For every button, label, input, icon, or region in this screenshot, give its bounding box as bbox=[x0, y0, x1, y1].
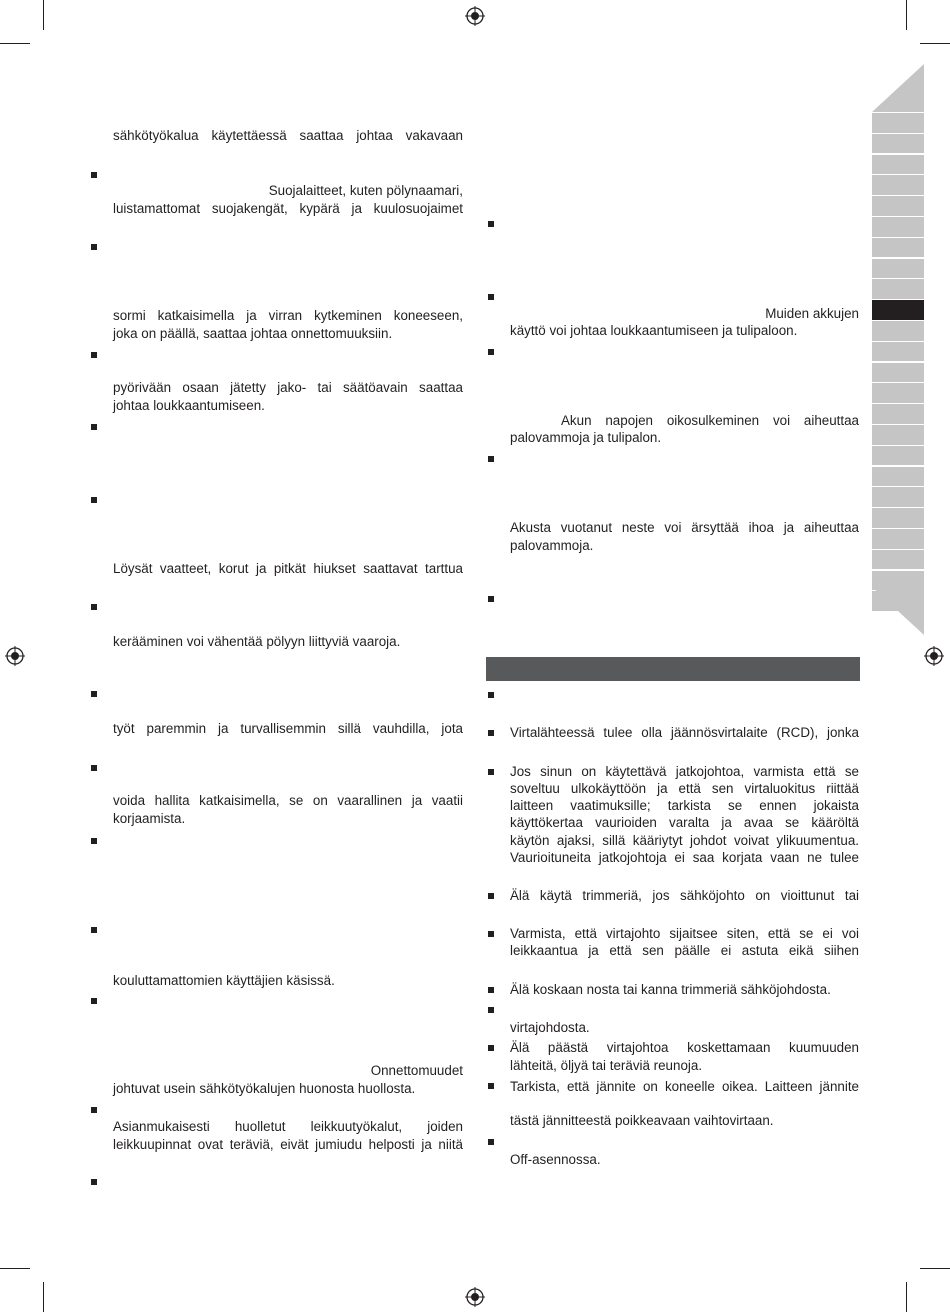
square-bullet-icon bbox=[488, 692, 494, 698]
thumb-tab bbox=[872, 404, 924, 424]
text-line: Akusta vuotanut neste voi ärsyttää ihoa ja aiheuttaa bbox=[510, 520, 859, 535]
text-line: leikkaantua ja että sen päälle ei astuta eikä siihen bbox=[510, 943, 859, 958]
thumb-tab bbox=[872, 487, 924, 507]
square-bullet-icon bbox=[91, 691, 97, 697]
text-line: käyttökertaa vaurioiden varalta ja avaa se kääröltä bbox=[510, 815, 859, 830]
text-line: johtuvat usein sähkötyökalujen huonosta huollosta. bbox=[113, 1081, 416, 1096]
thumb-tab bbox=[872, 321, 924, 341]
thumb-tab bbox=[872, 508, 924, 528]
thumb-tab bbox=[872, 467, 924, 487]
text-line: Virtalähteessä tulee olla jäännösvirtalaite (RCD), jonka bbox=[510, 725, 859, 740]
thumb-tab bbox=[872, 279, 924, 299]
thumb-tab bbox=[872, 113, 924, 133]
square-bullet-icon bbox=[488, 893, 494, 899]
thumb-tab bbox=[872, 425, 924, 445]
crop-mark bbox=[43, 0, 44, 30]
text-line: Vaurioituneita jatkojohtoja ei saa korjata vaan ne tulee bbox=[510, 850, 859, 865]
square-bullet-icon bbox=[488, 1045, 494, 1051]
thumb-tab bbox=[872, 259, 924, 279]
square-bullet-icon bbox=[488, 931, 494, 937]
text-line: tästä jännitteestä poikkeavaan vaihtovirtaan. bbox=[510, 1113, 774, 1128]
crop-mark bbox=[920, 1268, 950, 1269]
thumb-tab bbox=[872, 363, 924, 383]
square-bullet-icon bbox=[488, 294, 494, 300]
thumb-tab bbox=[872, 155, 924, 175]
tab-bevel-bottom bbox=[872, 587, 924, 635]
text-line: laitteen vaatimuksille; tarkista se ennen jokaista bbox=[510, 798, 859, 813]
text-line: Älä päästä virtajohtoa koskettamaan kuumuuden bbox=[510, 1040, 859, 1055]
square-bullet-icon bbox=[91, 1179, 97, 1185]
square-bullet-icon bbox=[91, 765, 97, 771]
square-bullet-icon bbox=[91, 998, 97, 1004]
text-line: työt paremmin ja turvallisemmin sillä vauhdilla, jota bbox=[113, 721, 463, 736]
text-line: Akun napojen oikosulkeminen voi aiheuttaa bbox=[561, 413, 859, 428]
text-line: Älä käytä trimmeriä, jos sähköjohto on vioittunut tai bbox=[510, 888, 859, 903]
registration-mark-icon bbox=[5, 646, 25, 666]
crop-mark bbox=[920, 43, 950, 44]
text-line: leikkuupinnat ovat teräviä, eivät jumiudu helposti ja niitä bbox=[113, 1137, 463, 1152]
text-line: voida hallita katkaisimella, se on vaarallinen ja vaatii bbox=[113, 793, 463, 808]
thumb-tab bbox=[872, 383, 924, 403]
text-line: Älä koskaan nosta tai kanna trimmeriä sähköjohdosta. bbox=[510, 982, 831, 997]
square-bullet-icon bbox=[488, 596, 494, 602]
square-bullet-icon bbox=[488, 456, 494, 462]
text-line: johtaa loukkaantumiseen. bbox=[113, 398, 265, 413]
square-bullet-icon bbox=[488, 1007, 494, 1013]
square-bullet-icon bbox=[91, 352, 97, 358]
text-line: kouluttamattomien käyttäjien käsissä. bbox=[113, 973, 335, 988]
thumb-tab-active bbox=[872, 300, 924, 320]
square-bullet-icon bbox=[91, 172, 97, 178]
text-line: Onnettomuudet bbox=[370, 1063, 463, 1078]
square-bullet-icon bbox=[488, 730, 494, 736]
thumb-tab bbox=[872, 134, 924, 154]
square-bullet-icon bbox=[91, 244, 97, 250]
thumb-tab bbox=[872, 217, 924, 237]
text-line: sähkötyökalua käytettäessä saattaa johtaa vakavaan bbox=[113, 128, 463, 143]
thumb-tab bbox=[872, 550, 924, 570]
square-bullet-icon bbox=[488, 1083, 494, 1089]
registration-mark-icon bbox=[465, 1287, 485, 1307]
text-line: Varmista, että virtajohto sijaitsee siten, että se ei voi bbox=[510, 926, 859, 941]
square-bullet-icon bbox=[488, 769, 494, 775]
text-line: Off-asennossa. bbox=[510, 1152, 601, 1167]
text-line: Suojalaitteet, kuten pölynaamari, bbox=[268, 183, 463, 198]
thumb-tab bbox=[872, 529, 924, 549]
square-bullet-icon bbox=[488, 987, 494, 993]
crop-mark bbox=[906, 0, 907, 30]
text-line: korjaamista. bbox=[113, 811, 186, 826]
tab-bevel-top bbox=[872, 64, 924, 112]
square-bullet-icon bbox=[91, 497, 97, 503]
text-line: käyttö voi johtaa loukkaantumiseen ja tulipaloon. bbox=[510, 323, 798, 338]
text-line: käytön ajaksi, sillä kääriytyt johdot voivat ylikuumentua. bbox=[510, 833, 859, 848]
square-bullet-icon bbox=[91, 424, 97, 430]
square-bullet-icon bbox=[91, 1107, 97, 1113]
square-bullet-icon bbox=[91, 927, 97, 933]
text-line: palovammoja ja tulipalon. bbox=[510, 430, 662, 445]
text-line: Jos sinun on käytettävä jatkojohtoa, varmista että se bbox=[510, 764, 859, 779]
text-line: Asianmukaisesti huolletut leikkuutyökalut, joiden bbox=[113, 1119, 463, 1134]
crop-mark bbox=[906, 1282, 907, 1312]
crop-mark bbox=[0, 43, 30, 44]
crop-mark bbox=[43, 1282, 44, 1312]
text-line: Löysät vaatteet, korut ja pitkät hiukset saattavat tarttua bbox=[113, 561, 463, 576]
text-line: luistamattomat suojakengät, kypärä ja kuulosuojaimet bbox=[113, 201, 463, 216]
text-line: virtajohdosta. bbox=[510, 1020, 590, 1035]
text-line: sormi katkaisimella ja virran kytkeminen koneeseen, bbox=[113, 308, 463, 323]
text-line: Muiden akkujen bbox=[765, 306, 859, 321]
thumb-tab bbox=[872, 196, 924, 216]
crop-mark bbox=[0, 1268, 30, 1269]
text-line: pyörivään osaan jätetty jako- tai säätöavain saattaa bbox=[113, 380, 463, 395]
thumb-tab bbox=[872, 175, 924, 195]
text-line: palovammoja. bbox=[510, 538, 594, 553]
square-bullet-icon bbox=[91, 604, 97, 610]
text-line: soveltuu ulkokäyttöön ja että sen virtaluokitus riittää bbox=[510, 781, 859, 796]
registration-mark-icon bbox=[924, 646, 944, 666]
thumb-tab bbox=[872, 342, 924, 362]
thumb-tab bbox=[872, 446, 924, 466]
text-line: kerääminen voi vähentää pölyyn liittyviä vaaroja. bbox=[113, 634, 401, 649]
square-bullet-icon bbox=[488, 349, 494, 355]
square-bullet-icon bbox=[91, 838, 97, 844]
section-header-bar bbox=[486, 657, 860, 681]
square-bullet-icon bbox=[488, 1139, 494, 1145]
registration-mark-icon bbox=[465, 6, 485, 26]
square-bullet-icon bbox=[488, 221, 494, 227]
thumb-tab bbox=[872, 238, 924, 258]
text-line: lähteitä, öljyä tai teräviä reunoja. bbox=[510, 1058, 703, 1073]
text-line: Tarkista, että jännite on koneelle oikea. Laitteen jännite bbox=[510, 1079, 859, 1094]
text-line: joka on päällä, saattaa johtaa onnettomuuksiin. bbox=[113, 326, 393, 341]
